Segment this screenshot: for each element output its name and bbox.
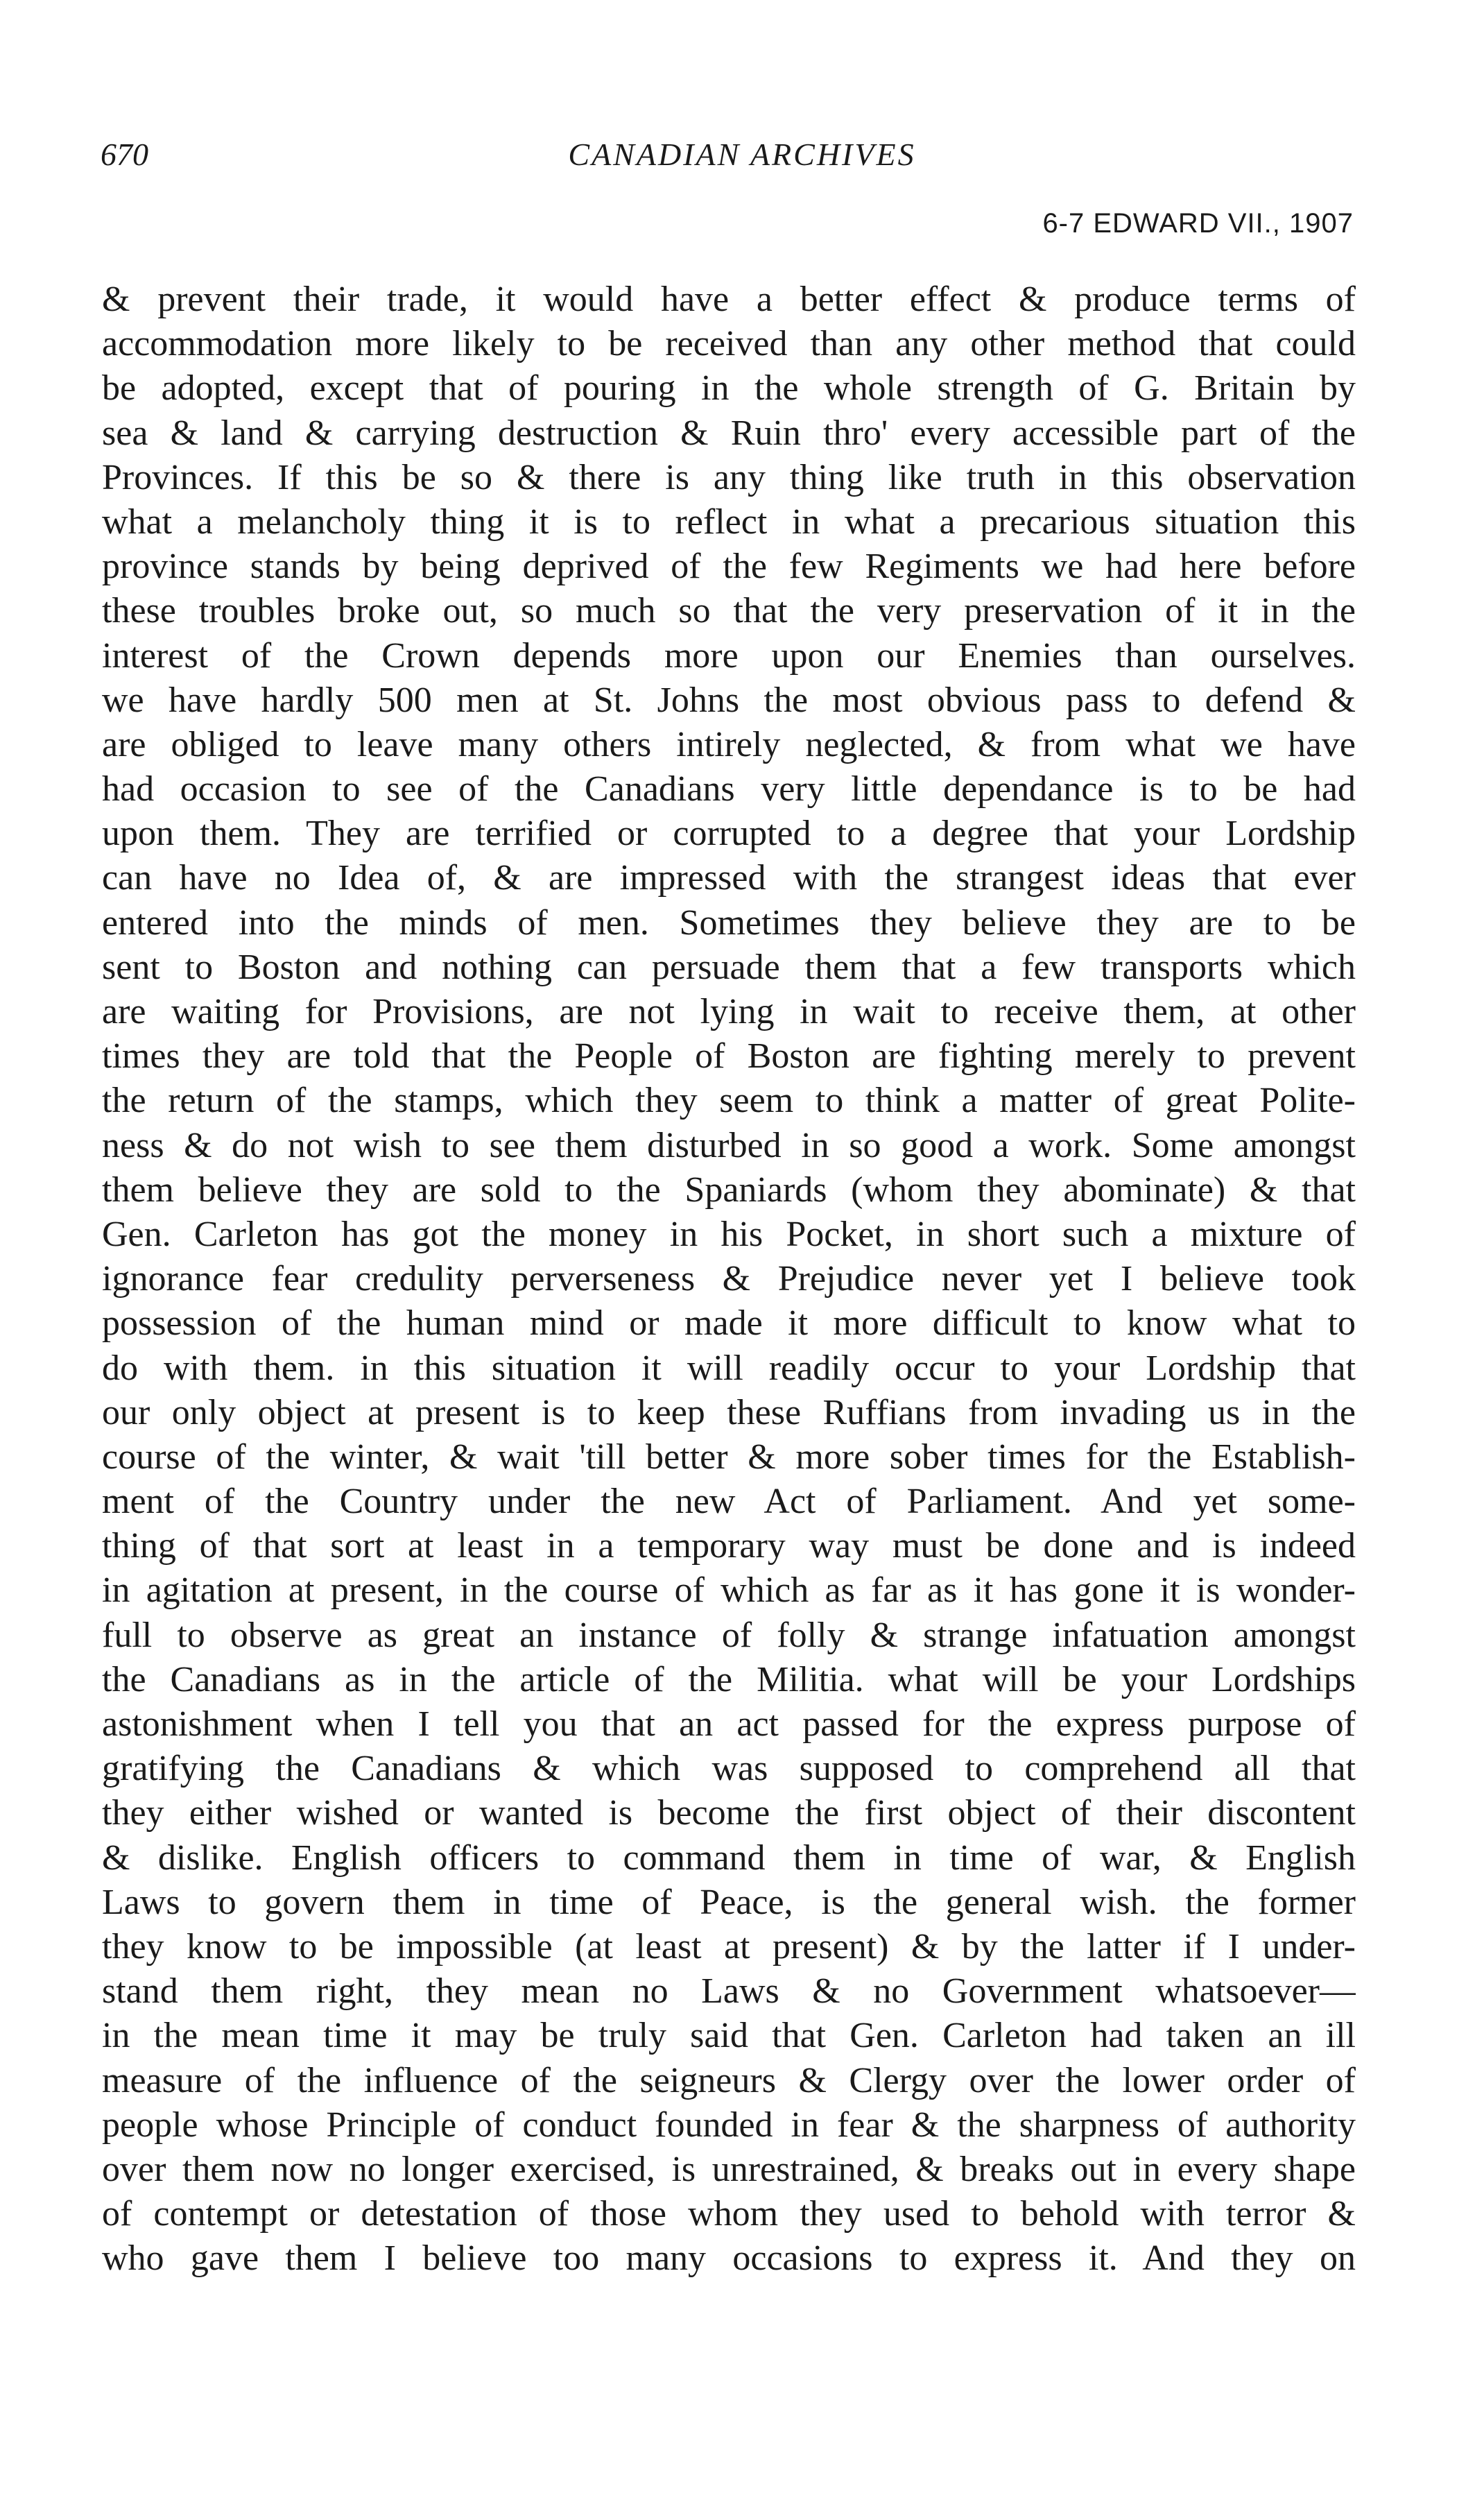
text-line: in the mean time it may be truly said that Gen. Carleton had taken an ill [102, 2016, 1356, 2056]
text-line: over them now no longer exercised, is unrestrained, & breaks out in every shape [102, 2149, 1356, 2189]
text-line: gratifying the Canadians & which was supposed to comprehend all that [102, 1749, 1356, 1789]
page-number: 670 [101, 137, 148, 172]
body-text [102, 277, 1356, 2281]
running-title: CANADIAN ARCHIVES [568, 137, 916, 172]
text-line: these troubles broke out, so much so that the very preservation of it in the [102, 591, 1356, 631]
text-line: are obliged to leave many others intirely neglected, & from what we have [102, 724, 1356, 764]
text-line: the Canadians as in the article of the Militia. what will be your Lordships [102, 1659, 1356, 1699]
text-line: they either wished or wanted is become the first object of their discontent [102, 1793, 1356, 1833]
text-line: Gen. Carleton has got the money in his Pocket, in short such a mixture of [102, 1214, 1356, 1254]
text-line: the return of the stamps, which they seem to think a matter of great Polite- [102, 1081, 1356, 1121]
text-line: measure of the influence of the seigneurs & Clergy over the lower order of [102, 2060, 1356, 2100]
session-reference: 6-7 EDWARD VII., 1907 [1042, 208, 1354, 239]
text-line: ment of the Country under the new Act of Parliament. And yet some- [102, 1482, 1356, 1522]
text-line: are waiting for Provisions, are not lying in wait to receive them, at other [102, 992, 1356, 1031]
text-line: sea & land & carrying destruction & Ruin thro' every accessible part of the [102, 413, 1356, 453]
text-line: can have no Idea of, & are impressed with the strangest ideas that ever [102, 858, 1356, 898]
text-line: & dislike. English officers to command them in time of war, & English [102, 1837, 1356, 1878]
text-line: had occasion to see of the Canadians very little dependance is to be had [102, 769, 1356, 809]
text-line: who gave them I believe too many occasions to express it. And they on [102, 2238, 1356, 2279]
text-line: interest of the Crown depends more upon our Enemies than ourselves. [102, 635, 1356, 676]
text-line: what a melancholy thing it is to reflect in what a precarious situation this [102, 502, 1356, 542]
text-line: in agitation at present, in the course of which as far as it has gone it is wonder- [102, 1570, 1356, 1611]
text-line: full to observe as great an instance of folly & strange infatuation amongst [102, 1615, 1356, 1655]
text-line: astonishment when I tell you that an act passed for the express purpose of [102, 1704, 1356, 1744]
text-line: people whose Principle of conduct founded in fear & the sharpness of authority [102, 2105, 1356, 2145]
text-line: province stands by being deprived of the few Regiments we had here before [102, 547, 1356, 587]
text-line: they know to be impossible (at least at present) & by the latter if I under- [102, 1926, 1356, 1967]
text-line: sent to Boston and nothing can persuade them that a few transports which [102, 947, 1356, 987]
text-line: stand them right, they mean no Laws & no Government whatsoever— [102, 1971, 1356, 2012]
text-line: do with them. in this situation it will readily occur to your Lordship that [102, 1348, 1356, 1388]
text-line: be adopted, except that of pouring in the whole strength of G. Britain by [102, 368, 1356, 409]
text-line: course of the winter, & wait 'till better & more sober times for the Establish- [102, 1437, 1356, 1477]
text-line: we have hardly 500 men at St. Johns the most obvious pass to defend & [102, 680, 1356, 720]
text-line: ness & do not wish to see them disturbed in so good a work. Some amongst [102, 1125, 1356, 1165]
text-line: our only object at present is to keep these Ruffians from invading us in the [102, 1392, 1356, 1432]
text-line: thing of that sort at least in a temporary way must be done and is indeed [102, 1526, 1356, 1566]
text-line: possession of the human mind or made it more difficult to know what to [102, 1303, 1356, 1344]
text-line: of contempt or detestation of those whom they used to behold with terror & [102, 2194, 1356, 2234]
text-line: entered into the minds of men. Sometimes they believe they are to be [102, 902, 1356, 943]
text-line: them believe they are sold to the Spaniards (whom they abominate) & that [102, 1169, 1356, 1210]
text-line: Provinces. If this be so & there is any thing like truth in this observation [102, 457, 1356, 497]
text-line: Laws to govern them in time of Peace, is the general wish. the former [102, 1882, 1356, 1922]
text-line: upon them. They are terrified or corrupted to a degree that your Lordship [102, 814, 1356, 854]
text-line: & prevent their trade, it would have a better effect & produce terms of [102, 280, 1356, 319]
text-line: accommodation more likely to be received than any other method that could [102, 324, 1356, 364]
text-line: times they are told that the People of Boston are fighting merely to prevent [102, 1036, 1356, 1077]
text-line: ignorance fear credulity perverseness & Prejudice never yet I believe took [102, 1259, 1356, 1299]
